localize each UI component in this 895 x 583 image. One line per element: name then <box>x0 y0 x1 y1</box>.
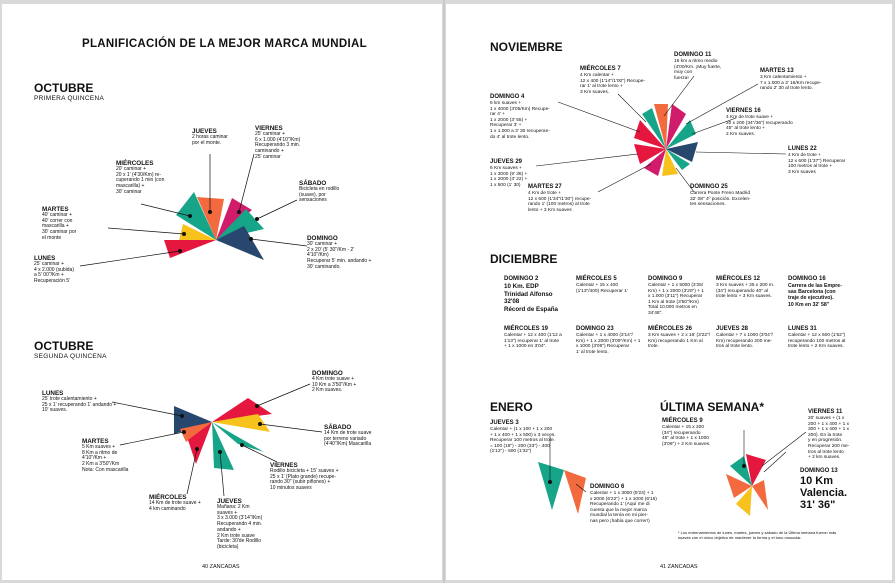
final-day-name: DOMINGO 13 <box>800 468 838 474</box>
day-name: MIÉRCOLES 26 <box>648 326 693 332</box>
day-text: 4 Km de trote suave + 20 x 200 (34"/36") recuperando 45" al trote lento + 2 Km suaves. <box>726 115 793 137</box>
page-gutter <box>443 0 445 583</box>
oct2-day-martes <box>82 438 128 474</box>
day-name: JUEVES <box>192 128 217 135</box>
oct2-day-lunes <box>42 390 116 414</box>
left-page <box>2 4 442 580</box>
day-text: 5 Km suaves + 8 Km a ritmo de 4'10"/Km + 2 Km a 3'50"/Km Nota: Con mascarilla <box>82 444 129 473</box>
day-text: 25' caminar + 6 x 1.000 (4'10"/Km) Recuperando 3 min. caminando + 25' caminar <box>255 131 301 160</box>
day-text: Bicicleta en rodillo (suave), por sensaciones <box>299 186 340 204</box>
day-name: SÁBADO <box>324 424 352 431</box>
day-text: Calentar + 1 x 5000 (3'25/ Km) + 1 x 2000 (3'20") + 1 x 1.000 (3'11") Recuperar 1 Km al trote (3'50"/Km) Total 10.000 metros en 34'48". <box>648 283 704 316</box>
day-text: 20' suaves + (1 x 200 + 1 x 400 + 1 x 300 + 1 x 400 + 1 x 200). En la trote y en progresión. Recuperar 200 me- tros al trote lento + 2 km suaves. <box>808 416 850 461</box>
day-text: 4 Km de trote + 12 x 600 (1'37") Recuperar 100 metros al trote + 3 Km suaves <box>788 153 846 175</box>
day-name: MARTES 13 <box>760 68 794 74</box>
day-text: 30' caminar + 2 x 20' (5' 30"/Km - 2' 4'10"/Km) Recuperar 5' min. andando + 30' caminando. <box>307 241 372 270</box>
day-name: VIERNES 11 <box>808 409 843 415</box>
day-name: DOMINGO 23 <box>576 326 614 332</box>
day-name: DOMINGO 6 <box>590 484 625 490</box>
day-text: Calentar + 1 x 3000 (9'23) + 1 x 2000 (6'22") + 1 x 1000 (6'15) Recuperando 1' (Aquí me di cuenta que la mejor marca mundial la tenía en mi pier- nas pero ¡había que correr!) <box>590 491 657 524</box>
day-text: 6 km suaves + 1 x 4000 (3'05/Km) Recupe- rar 4' + 1 x 2000 (3' 55) + Recuperar 3' + 1 x 1.000 a 3' 30 recuperan- do 4' al trote lento. <box>490 101 550 140</box>
oct1-subheading: PRIMERA QUINCENA <box>34 95 105 102</box>
day-text: Calentar + 12 x 400 (1'12 a 1'13") recuperar 1' al trote + 1 x 1000 en 3'04". <box>504 333 562 350</box>
page-folio: 40 ZANCADAS <box>202 564 240 570</box>
day-name: DOMINGO <box>312 370 343 377</box>
day-name: MIÉRCOLES 7 <box>580 66 621 72</box>
day-name: DOMINGO 4 <box>490 94 525 100</box>
oct2-day-miercoles <box>149 494 201 512</box>
day-text: 16 km a ritmo medio (4'00/Km. ¡Muy fuerte, muy con fuerza! <box>674 59 722 81</box>
day-name: VIERNES 16 <box>726 108 761 114</box>
day-text: Rodillo bicicleta + 15' suaves + 25 x 1' (Plato grande) recupe- rando 30" (subir piñones) + 10 minutos suaves <box>270 468 339 492</box>
day-name: MIÉRCOLES <box>149 494 187 501</box>
day-name: JUEVES 29 <box>490 159 523 165</box>
day-name: LUNES <box>42 390 64 397</box>
day-name: MARTES 27 <box>528 184 562 190</box>
day-name: JUEVES <box>217 498 242 505</box>
day-text: 20' caminar + 20 x 1' (4'30/Km) re- cuperando 1 min (con mascarilla) + 30' caminar <box>116 166 165 195</box>
final-result: 10 Km Valencia. 31' 36" <box>800 475 848 511</box>
day-name: MIÉRCOLES 12 <box>716 276 761 282</box>
day-name: DOMINGO 25 <box>690 184 728 190</box>
day-text: Calentar + 12 x 600 (1'52") recuperando 100 metros al trote lento + 2 Km suaves. <box>788 333 846 350</box>
day-text: Carrera Ponte Freno Madrid 32' 08" 4º posición. Excelen- tes sensaciones. <box>690 191 751 208</box>
day-text: 3 Km suaves + 2 x 16' (3'22"/ Km) recuperando 1 Km al trote. <box>648 333 711 350</box>
day-text: 3 Km calentamiento + 7 x 1.000 a 3' 16/Km recupe- rando 2' 30 al trote lento. <box>760 75 822 92</box>
day-text: Calentar + (1 x 100 + 1 x 200 + 1 x 400 + 1 x 500) x 3 veces. Recuperar 100 metros al trote. = 100 (18") - 200 (33") - 400 (1'12") - 500 (1'32") <box>490 427 556 455</box>
day-text: Carrera de las Empre- sas Barcelona (con traje de ejecutivo). 10 Km en 32' 58" <box>788 283 842 308</box>
day-name: DOMINGO 9 <box>648 276 683 282</box>
ultima-heading: ÚLTIMA SEMANA* <box>660 400 764 414</box>
day-text: 4 Km calentar + 12 x 400 (1'14"/1'00") Recupe- rar 1' al trote lento + 3 Km suaves. <box>580 73 645 95</box>
oct2-pinwheel <box>2 4 442 580</box>
day-name: MIÉRCOLES 19 <box>504 326 549 332</box>
oct2-day-domingo <box>312 370 356 394</box>
day-text: Calentar + 7 x 1000 (3'04"/ Km) recuperando 200 me- tros al trote lento. <box>716 333 773 350</box>
day-name: DOMINGO 11 <box>674 52 712 58</box>
ultima-wedge-orange-2 <box>752 480 768 510</box>
footnote: * Los entrenamientos de lunes, martes, jueves y sábado de la Última semana fueron más suaves con el único objetivo de mantener la forma y el tono muscular. <box>678 530 837 540</box>
day-text: 6 Km suaves + 1 x 3000 (9' 36) + 1 x 2000 (3' 22) + 1 x 500 (1' 30) <box>490 166 528 188</box>
day-name: MIÉRCOLES 9 <box>662 418 703 424</box>
day-text: Calentar + 15 x 200 (34") recuperando 45" al trote + 1 x 1000 (3'06") + 2 Km suaves. <box>662 425 711 447</box>
oct2-day-sabado <box>324 424 372 448</box>
day-text: 40' caminar + 40' correr con mascarilla + 30' caminar por el monte <box>42 212 77 241</box>
day-name: DOMINGO <box>307 235 338 242</box>
day-text: Calentar + 15 x 400 (1'13"/400) Recuperar 1' <box>576 283 628 294</box>
day-text: 3 Km suaves + 25 x 200 m. (34") recuperando 40" al trote lento + 3 Km suaves. <box>716 283 775 300</box>
day-text: 25' trote calentamiento + 25 x 1' recuperando 1' andando + 10' suaves. <box>42 396 117 414</box>
right-page <box>446 4 892 580</box>
ultima-day-0 <box>662 418 710 447</box>
ultima-day-1 <box>808 409 849 461</box>
day-text: 2 horas caminar por el monte. <box>192 134 228 146</box>
day-text: Mañana: 2 Km suaves + 3 x 3.000 (3'14"/Km) Recuperando 4 min. andando + 2 Km trote suave Tarde: 30'de Rodillo (bicicleta) <box>217 504 263 550</box>
day-name: MIÉRCOLES 5 <box>576 276 617 282</box>
page-title: PLANIFICACIÓN DE LA MEJOR MARCA MUNDIAL <box>82 38 367 50</box>
oct2-subheading: SEGUNDA QUINCENA <box>34 353 107 360</box>
day-name: DOMINGO 16 <box>788 276 826 282</box>
day-name: VIERNES <box>270 462 298 469</box>
day-text: 25' caminar + 4 x 2.000 (subida) a 5' 00"/Km + Recuperación 5' <box>34 261 75 285</box>
day-text: 4 Km de trote + 12 x 600 (1'34"/1'30") recupe- rando 1' (100 metros) al trote lento + 3 Km suaves <box>528 191 592 213</box>
ultima-dot <box>742 464 746 468</box>
ene-heading: ENERO <box>490 400 533 414</box>
day-name: LUNES 22 <box>788 146 817 152</box>
oct2-day-jueves <box>217 498 262 551</box>
day-text: 10 Km. EDP Trinidad Alfonso 32'08 Récord de España <box>504 283 558 313</box>
oct1-heading: OCTUBRE <box>34 81 94 95</box>
page-folio: 41 ZANCADAS <box>660 564 698 570</box>
day-text: 14 Km de trote suave por terreno variado (4'40"/Km) Mascarilla <box>324 430 372 448</box>
nov-heading: NOVIEMBRE <box>490 40 563 54</box>
day-text: 14 Km de trote suave + 4 km caminando <box>149 500 201 512</box>
dic-heading: DICIEMBRE <box>490 252 558 266</box>
day-name: VIERNES <box>255 125 283 132</box>
day-name: LUNES <box>34 255 56 262</box>
day-name: JUEVES 3 <box>490 420 519 426</box>
day-text: Calentar + 1 x 4000 (3'14"/ Km) + 1 x 2000 (3'09"/Km) + 1 x 1000 (3'06") Recuperar 1' al trote lento. <box>576 333 641 355</box>
day-name: LUNES 31 <box>788 326 817 332</box>
day-name: JUEVES 28 <box>716 326 749 332</box>
day-name: MARTES <box>42 206 69 213</box>
oct2-heading: OCTUBRE <box>34 339 94 353</box>
day-name: DOMINGO 2 <box>504 276 539 282</box>
day-name: SÁBADO <box>299 180 327 187</box>
day-name: MIÉRCOLES <box>116 160 154 167</box>
day-text: 4 Km trote suave + 10 Km a 3'50"/Km + 2 Km suaves. <box>312 376 357 394</box>
ultima-final <box>800 468 847 511</box>
day-name: MARTES <box>82 438 109 445</box>
oct2-day-viernes <box>270 462 339 492</box>
